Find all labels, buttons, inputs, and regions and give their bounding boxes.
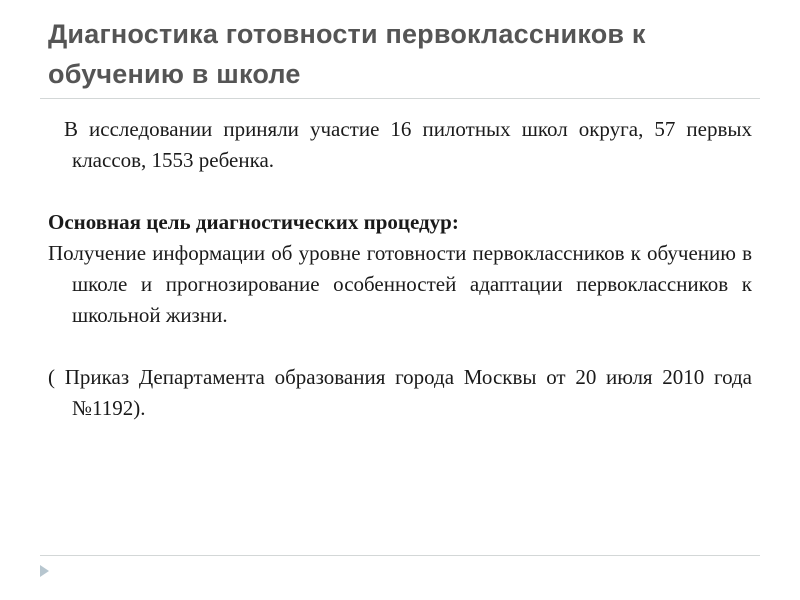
paragraph-spacer [48,176,752,207]
goal-paragraph: Получение информации об уровне готовности первоклассников к обучению в школе и прогнозирование особенностей адаптации первоклассников к школьной жизни. [48,241,752,327]
slide-title: Диагностика готовности первоклассников к обучению в школе [48,19,646,89]
goal-heading: Основная цель диагностических процедур: [48,210,459,234]
participants-paragraph: В исследовании приняли участие 16 пилотных школ округа, 57 первых классов, 1553 ребенка. [64,117,752,172]
triangle-right-icon[interactable] [36,563,52,579]
order-paragraph: ( Приказ Департамента образования города Москвы от 20 июля 2010 года №1192). [48,365,752,420]
slide-body [48,114,752,424]
paragraph-spacer [48,331,752,362]
footer-divider [40,555,760,556]
title-divider [40,98,760,99]
